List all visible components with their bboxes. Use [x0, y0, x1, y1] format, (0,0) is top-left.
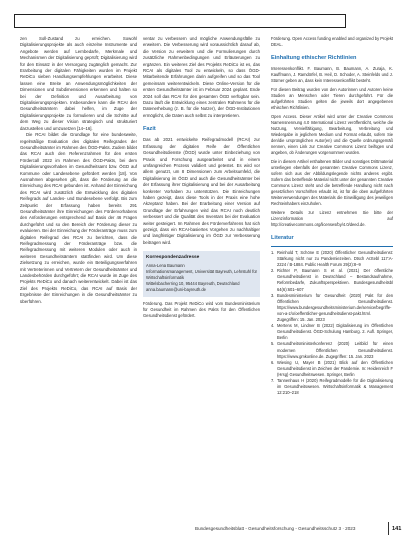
paragraph: Die RCAI bildet die Grundlage für eine bundesweite, regelmäßige Evaluation des digitalen Reifegrades der Gesundheitsämter im Rahmen des ÖGD-Pakts. Zudem bildet das RCAI auch den Referenzrahmen für den ersten Fördercall 2022 im Rahmen des ÖGD-Pakts, bei dem Digitalisierungsvorhaben im Gesundheitsamt bzw. ÖGD auf Kommune oder Landesebene gefördert werden [18]. Von Ausnahmen abgesehen gilt, dass die Förderung an die Einreichung des RCAI gebunden ist. Anhand der Einreichung des RCAI wird zusätzlich die Entwicklung des digitalen Reifegrads auf Landes- und Bundesebene verfolgt. Bis zum Zeitpunkt der Erfassung haben bereits 291 Gesundheitsämter ihre Einreichungen des Fördervorhabens den Anforderungen entsprechend auf Basis der 46 Fragen durchgeführt und so den Bereich der Förderung dieser zu evaluieren. Bei der Einreichung der Förderanträge muss zum digitalen Reifegrad des RCAI zu berichten, dass die Reifegradmessung der Förderanträge bzw. die Reifegradmessung mit weiteren Modulen oder auch in weiteren Gesundheitsämtern stattfinden wird. Um diese Zielsetzung zu erreichen, wurde ein Beteiligungsverfahren mit Vertreterinnen und Vertretern der Gesundheitsämter und Landesbehörden durchgeführt; die RCAI wurde im Zuge des Projekts ReDiCo und danach weiterentwickelt. Dabei ist das Ziel des Projekts ReDiCo, das RCAI auf Basis der Ergebnisse der Einreichungen in die Gesundheitsämter zu überführen. — [20, 132, 137, 304]
paragraph: zen Soll-Zustand zu erreichen. Sowohl Digitalisierungsprojekte als auch einzelne Instrumente und Angebote werden auf Lernbedarfe, Merkmale und Mechanismen der Digitalisierung geprüft; Digitalisierung wird für den Einsatz in der Versorgung zugänglich gemacht. Zur Erarbeitung der digitalen Fähigkeiten wurden im Projekt ReDiCo sieben Handlungsempfehlungen erarbeitet. Diese lassen eine Breite an Anwendungsmöglichkeiten der Dimensionen und Subdimensionen erkennen und halten so bei der Definition und Ausarbeitung von Digitalisierungsprojekten. Insbesondere kann die RCAI den Gesundheitsämtern dabei helfen, im Zuge der Digitalisierungsprojekte zu formulieren und die Schritte auf dem Weg zu dieser Vision strategisch und strukturiert darzustellen und umzusetzen [14–16]. — [20, 36, 137, 131]
paragraph: Das ab 2021 entwickelte Reifegradmodell (RCAI) zur Erfassung der digitalen Reife der Öffentlichen Gesundheitsdienste (ÖGD) wurde unter Einbeziehung von Praxis und Forschung ausgearbeitet und in einem umfangreichen Prozess validiert und getestet. Es wird vor allem genutzt, um 8 Dimensionen zum Arbeitsumfeld, die Digitalisierung im ÖGD und auch die Gesundheitsämter bei der Erfassung ihrer Digitalisierung und bei der Ausarbeitung konkreter Vorhaben zu unterstützen. Die Einreichungen haben gezeigt, dass diese Tools in der Praxis eine hohe Akzeptanz haben. Bei der Erarbeitung einer Version auf Grundlage der Erfahrungen wird das RCAI noch deutlich verbessert und die Qualität des Inventars bei der Evaluation weiter gesteigert. Im Rahmen des Förderverfahrens hat sich gezeigt, dass ein RCAI-basiertes Vorgehen zu nachhaltiger und langfristiger Digitalisierung im ÖGD zur Verbesserung beitragen wird. — [143, 137, 260, 245]
section-heading-ethics: Einhaltung ethischer Richtlinien — [271, 55, 357, 61]
section-heading-literature: Literatur — [271, 235, 294, 241]
header-bar — [14, 14, 346, 28]
funding-note: Förderung. Open Access funding enabled and organized by Projekt DEAL. — [271, 36, 393, 47]
literature-item: 7. Tannenhaus H (2020) Reifegradmodelle für die Digitalisierung im Gesundheitswesen. Wirtschaftsinformatik & Management 12:210–218 — [271, 377, 393, 396]
ethics-paragraph: Interessenkonflikt. F. Baumann, B. Baumann, A. Zuraja, K. Kauffmann, J. Ramdörfel, B. Heil, D. Schoder, A. Steinfelds und J. Stürner geben an, dass kein Interessenkonflikt besteht. — [271, 66, 393, 83]
paragraph: ventar zu verbessern und mögliche Anwendungsfälle zu erweitern. Die Verbesserung wird voraussichtlich darauf ab, die Version zu erweitern und die Formulierungen durch zusätzliche Rahmenbedingungen und Erläuterungen zu ergänzen. Ein weiteres Ziel des Projekts ReDiCo ist es, das RCAI als digitales Tool zu entwickeln, so dass ÖGD-Mitarbeitende Erfahrungen darin aufgreifen und so das Tool gemeinsam weiterentwickeln. Diese Online-Version für die ersten Gesundheitsämter ist im Februar 2024 geplant. Ende 2024 soll das RCAI für den gesamten ÖGD verfügbar sein. Dazu läuft die Entwicklung eines zentralen Rahmens für die Datenerhebung (z. B. für die Nutzer), der ÖGD-Institutionen ermöglicht, die Daten auch selbst zu interpretieren. — [143, 36, 260, 118]
journal-name: Bundesgesundheitsblatt - Gesundheitsforschung - Gesundheitsschutz 3 · 2023 — [195, 526, 356, 531]
page-number: 141 — [392, 526, 402, 532]
license-link[interactable]: Weitere Details zur Lizenz entnehmen Sie bitte der Lizenzinformation auf http://creativecommons.org/licenses/by/4.0/deed.de. — [271, 210, 393, 227]
contact-institution: Informationsmanagement, Universität Bayreuth, Lehrstuhl für Wirtschaftsinformatik — [146, 269, 257, 281]
literature-item: 6. Wiesing U, Mayer B (2021) Blick auf den Öffentlichen Gesundheitsdienst im Zeichen der Pandemie. In: Heidenreich F (Hrsg) Gesundheitswesen. Springer, Berlin — [271, 359, 393, 377]
page-footer — [195, 524, 405, 534]
column-2 — [143, 36, 260, 319]
contact-address: Wittelsbacherring 10, 95444 Bayreuth, Deutschland — [146, 281, 240, 287]
correspondence-box — [143, 251, 260, 297]
literature-list — [271, 250, 393, 396]
ethics-paragraph: Für diesen Beitrag wurden von den Autorinnen und Autoren keine Studien an Menschen oder Tieren durchgeführt. Für die aufgeführten Studien gelten die jeweils dort angegebenen ethischen Richtlinien. — [271, 87, 393, 110]
ethics-paragraph: Die in diesem Artikel enthaltenen Bilder und sonstiges Drittmaterial unterliegen ebenfalls der genannten Creative Commons Lizenz, sofern sich aus der Abbildungslegende nichts anderes ergibt. Sofern das betreffende Material nicht unter der genannten Creative Commons Lizenz steht und die betreffende Handlung nicht nach gesetzlichen Vorschriften erlaubt ist, ist für die oben aufgeführten Weiterverwendungen des Materials die Einwilligung des jeweiligen Rechteinhabers einzuholen. — [271, 159, 393, 206]
column-1 — [20, 36, 137, 305]
ethics-paragraph: Open Access. Dieser Artikel wird unter der Creative Commons Namensnennung 4.0 International Lizenz veröffentlicht, welche die Nutzung, Vervielfältigung, Bearbeitung, Verbreitung und Wiedergabe in jeglichem Medium und Format erlaubt, sofern Sie den/die ursprünglichen Autor(en) und die Quelle ordnungsgemäß nennen, einen Link zur Creative Commons Lizenz beifügen und angeben, ob Änderungen vorgenommen wurden. — [271, 114, 393, 155]
literature-item: 2. Richter P, Baumann S et al. (2021) Der öffentliche Gesundheitsdienst in Deutschland – Bestandsaufnahme, Reformbedarfe, Zukunftsperspektiven. Bundesgesundheitsbl 64(6):601–607 — [271, 268, 393, 292]
funding-note: Förderung. Das Projekt ReDiCo wird vom Bundesministerium für Gesundheit im Rahmen des Pakts für den Öffentlichen Gesundheitsdienst gefördert. — [143, 301, 260, 319]
contact-email[interactable]: anna.baumann@uni-bayreuth.de — [146, 287, 206, 293]
contact-name: Anna-Lena Baumann — [146, 263, 185, 269]
section-heading-fazit: Fazit — [143, 126, 156, 133]
literature-item: 5. Gesundheitsministerkonferenz (2020) Leitbild für einen modernen Öffentlichen Gesundheitsdienst. https://www.gmkonline.de. Zugegriffen: 15. Jan. 2023 — [271, 341, 393, 359]
literature-item: 4. Mertens M, Lindner B (2022) Digitalisierung im Öffentlichen Gesundheitsdienst. ÖGD-Schulung Hamburg. 2. Aufl. Springer, Berlin — [271, 323, 393, 341]
section-divider — [271, 246, 393, 247]
literature-item: 3. Bundesministerium für Gesundheit (2020) Pakt für den Öffentlichen Gesundheitsdienst. https://www.bundesgesundheitsministerium.de/service/begriffe-von-a-z/o/oeffentlicher-gesundheitsdienst-pakt.html. Zugegriffen: 15. Jan. 2023 — [271, 292, 393, 323]
footer-divider — [388, 522, 389, 535]
literature-item: 1. Reinhold T, Schöne E (2020) Öffentlicher Gesundheitsdienst: Stärkung nicht nur zu Pandemiezeiten. Dtsch Arztebl 117:A-2224 / B-1884. Public Health Forum 29(2):8–9 — [271, 250, 393, 268]
correspondence-title: Korrespondenzadresse — [146, 255, 200, 261]
column-3 — [271, 36, 393, 396]
